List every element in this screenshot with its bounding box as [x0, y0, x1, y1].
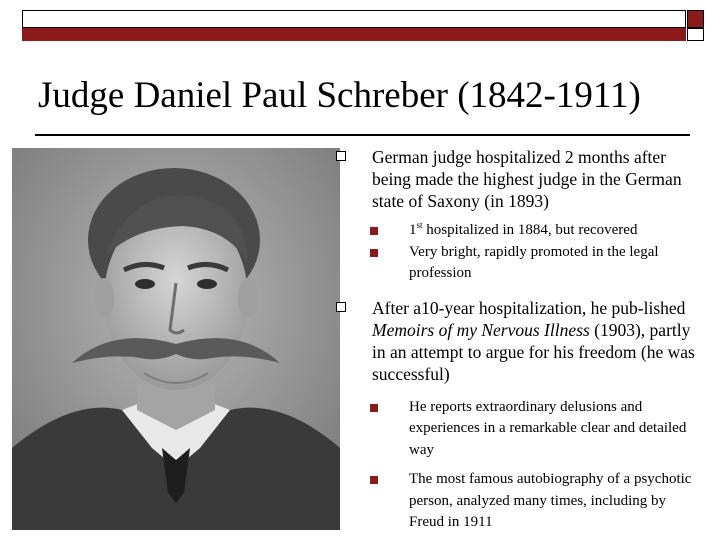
hollow-square-bullet-icon [336, 302, 346, 312]
slide-content [336, 146, 698, 534]
slide-title: Judge Daniel Paul Schreber (1842-1911) [38, 75, 641, 116]
sub-bullet-item [336, 220, 698, 242]
title-divider [35, 134, 690, 136]
bullet-text-after: (1903), partly in an attempt to argue for his freedom (he was successful) [372, 319, 695, 384]
header-corner-accent [687, 10, 704, 28]
sub-bullet-text: hospitalized in 1884, but recovered [422, 222, 638, 238]
header-bar-outline [22, 10, 686, 28]
sub-bullet-item [336, 469, 698, 534]
filled-square-bullet-icon [370, 476, 378, 484]
header-bar-accent [22, 28, 686, 41]
ordinal-number: 1 [409, 222, 417, 238]
sub-bullet-text: The most famous autobiography of a psychotic person, analyzed many times, including by Freud in 1911 [409, 471, 692, 530]
bullet-text-before: After a10-year hospitalization, he pub-lished [372, 297, 686, 318]
filled-square-bullet-icon [370, 404, 378, 412]
sub-bullet-text: He reports extraordinary delusions and experiences in a remarkable clear and detailed way [409, 398, 687, 458]
filled-square-bullet-icon [370, 249, 378, 257]
sub-bullet-text: Very bright, rapidly promoted in the legal profession [409, 243, 659, 281]
bullet-item [336, 297, 698, 385]
sub-bullet-item [336, 397, 698, 462]
portrait-photo [12, 148, 340, 530]
header-corner-outline [687, 28, 704, 41]
ordinal-suffix: st [416, 220, 423, 230]
book-title: Memoirs of my Nervous Illness [372, 319, 590, 340]
sub-bullet-item [336, 242, 698, 285]
bullet-text: German judge hospitalized 2 months after being made the highest judge in the German state of Saxony (in 1893) [372, 147, 682, 211]
hollow-square-bullet-icon [336, 151, 346, 161]
bullet-item [336, 146, 698, 212]
filled-square-bullet-icon [370, 227, 378, 235]
portrait-illustration [12, 148, 340, 530]
